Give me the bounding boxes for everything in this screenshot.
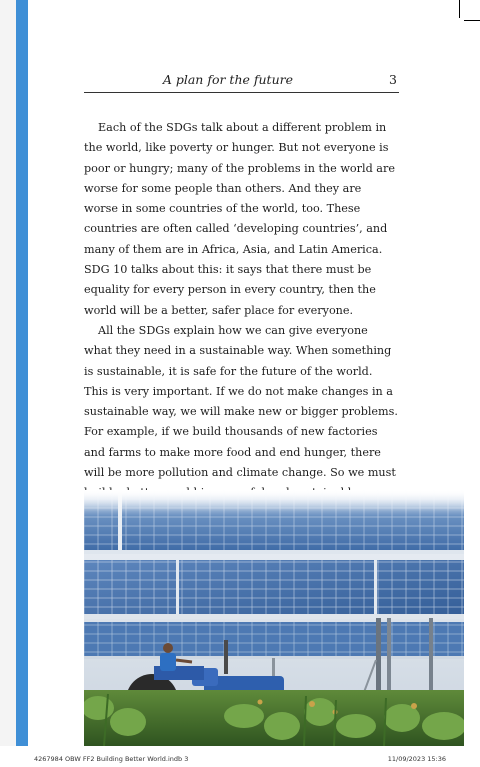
- crop-mark-top-right: [459, 0, 460, 18]
- solar-farm-illustration: [84, 490, 464, 746]
- body-text: [84, 118, 398, 504]
- solar-farm-photo: [84, 490, 464, 746]
- running-head-title: A plan for the future: [162, 72, 293, 87]
- paragraph-1: Each of the SDGs talk about a different problem in the world, like poverty or hunger. But not everyone is poor or hungry; many of the problems in the world are worse for some people than others. And they are worse in some countries of the world, too. These countries are often called ‘developing countries’, and many of them are in Africa, Asia, and Latin America. SDG 10 talks about this: it says that there must be equality for every person in every country, then the world will be a better, safer place for everyone.: [84, 121, 395, 317]
- crop-mark-right-top: [464, 20, 480, 21]
- page-gutter: [0, 0, 16, 746]
- accent-bar: [16, 0, 28, 746]
- print-slug-file: 4267984 OBW FF2 Building Better World.indb 3: [34, 755, 189, 763]
- page-number: 3: [389, 72, 397, 87]
- paragraph-2: All the SDGs explain how we can give everyone what they need in a sustainable way. When something is sustainable, it is safe for the future of the world. This is very important. If we do not make changes in a sustainable way, we will make new or bigger problems. For example, if we build thousands of new factories and farms to make more food and end hunger, there will be more pollution and climate change. So we must: [84, 323, 398, 480]
- print-slug-timestamp: 11/09/2023 15:36: [387, 755, 446, 763]
- print-slug-bar: [0, 746, 480, 767]
- running-head: [84, 70, 399, 93]
